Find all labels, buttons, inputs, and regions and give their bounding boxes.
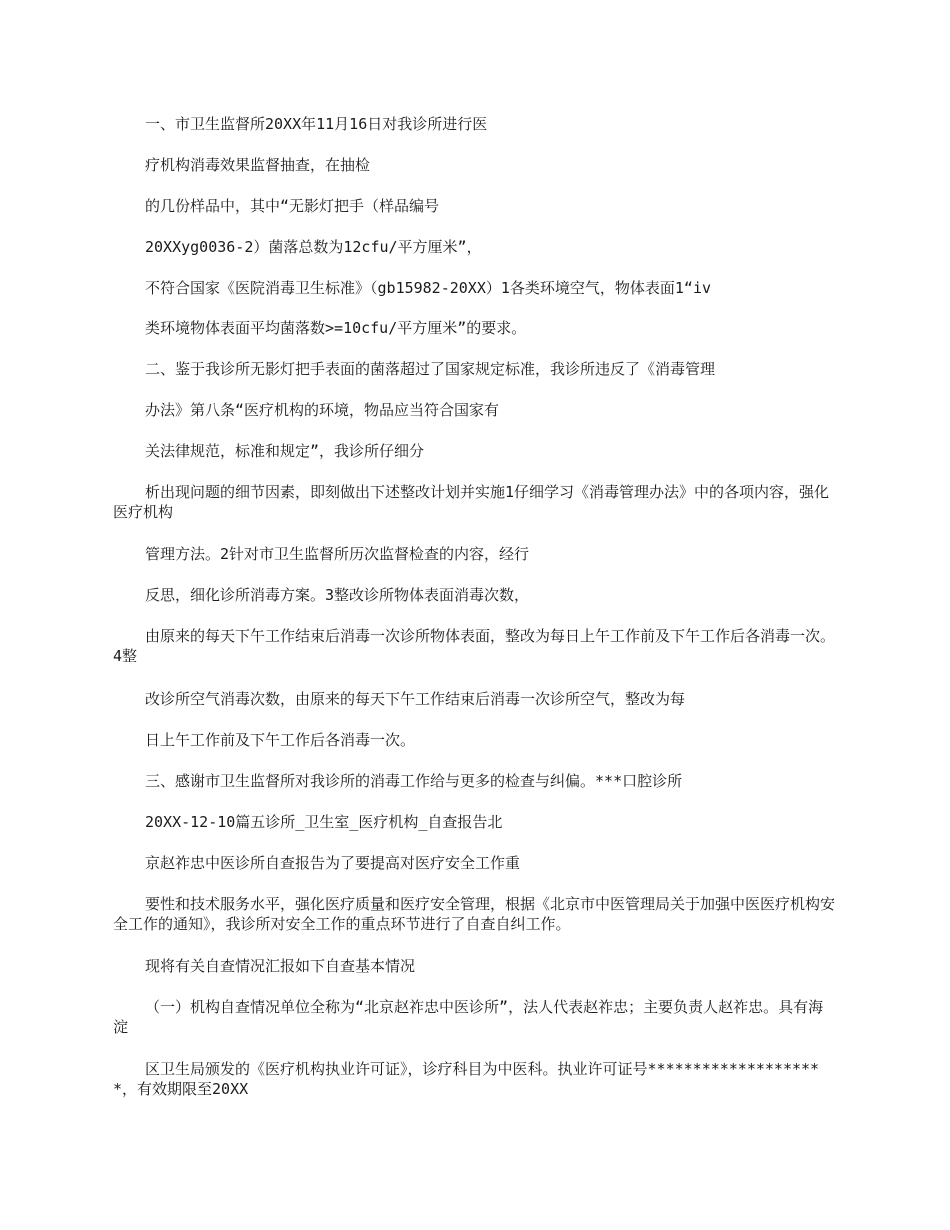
paragraph: 类环境物体表面平均菌落数>=10cfu/平方厘米”的要求。 [145,319,527,337]
paragraph: 关法律规范，标准和规定”，我诊所仔细分 [145,442,425,460]
paragraph: 反思，细化诊所消毒方案。3整改诊所物体表面消毒次数， [145,586,530,604]
paragraph: 日上午工作前及下午工作后各消毒一次。 [145,731,416,749]
paragraph: 京赵祚忠中医诊所自查报告为了要提高对医疗安全工作重 [145,854,521,872]
paragraph: 析出现问题的细节因素，即刻做出下述整改计划并实施1仔细学习《消毒管理办法》中的各项内容，强化医疗机构 [113,483,830,521]
paragraph: 区卫生局颁发的《医疗机构执业许可证》，诊疗科目为中医科。执业许可证号********************，有效期限至20XX [113,1060,820,1098]
paragraph: 改诊所空气消毒次数，由原来的每天下午工作结束后消毒一次诊所空气，整改为每 [145,690,686,708]
paragraph: 20XXyg0036-2）菌落总数为12cfu/平方厘米”， [145,238,482,256]
paragraph: 由原来的每天下午工作结束后消毒一次诊所物体表面，整改为每日上午工作前及下午工作后各消毒一次。4整 [113,627,836,665]
paragraph: 办法》第八条“医疗机构的环境，物品应当符合国家有 [145,401,500,419]
paragraph: 二、鉴于我诊所无影灯把手表面的菌落超过了国家规定标准，我诊所违反了《消毒管理 [145,360,716,378]
paragraph: 现将有关自查情况汇报如下自查基本情况 [145,957,416,975]
paragraph: 疗机构消毒效果监督抽查，在抽检 [145,156,371,174]
paragraph: 要性和技术服务水平，强化医疗质量和医疗安全管理，根据《北京市中医管理局关于加强中医医疗机构安全工作的通知》，我诊所对安全工作的重点环节进行了自查自纠工作。 [113,895,836,933]
paragraph: 管理方法。2针对市卫生监督所历次监督检查的内容，经行 [145,545,530,563]
paragraph: 不符合国家《医院消毒卫生标准》（gb15982-20XX）1各类环境空气，物体表面1“iv [145,279,712,297]
paragraph: 的几份样品中，其中“无影灯把手（样品编号 [145,197,440,215]
paragraph: （一）机构自查情况单位全称为“北京赵祚忠中医诊所”，法人代表赵祚忠；主要负责人赵祚忠。具有海淀 [113,998,824,1036]
paragraph: 三、感谢市卫生监督所对我诊所的消毒工作给与更多的检查与纠偏。***口腔诊所 [145,772,683,790]
paragraph: 20XX-12-10篇五诊所_卫生室_医疗机构_自查报告北 [145,813,503,831]
paragraph: 一、市卫生监督所20XX年11月16日对我诊所进行医 [145,115,488,133]
